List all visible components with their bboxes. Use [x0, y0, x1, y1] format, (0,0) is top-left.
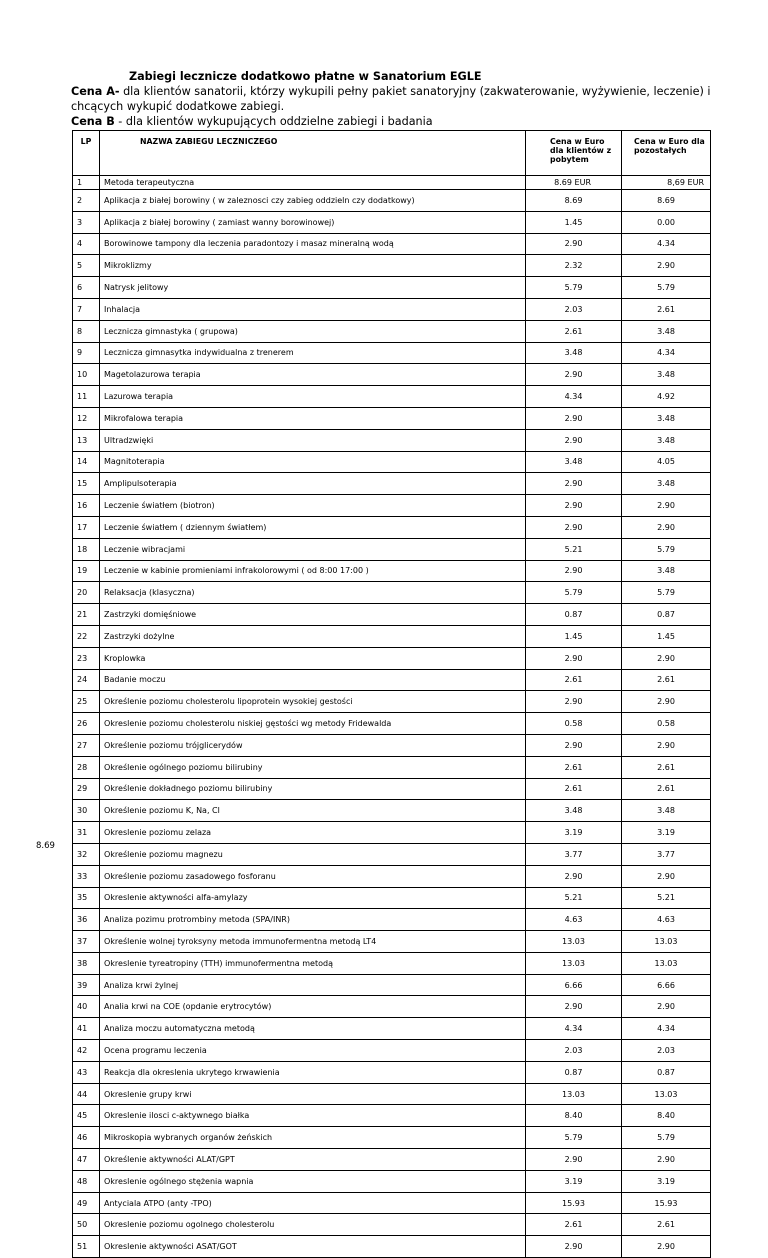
table-row — [73, 756, 711, 778]
row-price-a: 1.45 — [526, 211, 622, 233]
row-price-b: 5.79 — [622, 538, 711, 560]
table-row — [73, 364, 711, 386]
row-price-b: 8,69 EUR — [622, 176, 711, 190]
table-row — [73, 1149, 711, 1171]
row-lp: 31 — [73, 822, 100, 844]
row-price-a: 2.90 — [526, 1149, 622, 1171]
row-name: Ocena programu leczenia — [100, 1040, 526, 1062]
row-name: Zastrzyki domięśniowe — [100, 604, 526, 626]
row-name: Lecznicza gimnasytka indywidualna z trenerem — [100, 342, 526, 364]
row-price-a: 5.79 — [526, 1127, 622, 1149]
row-name: Określenie dokładnego poziomu bilirubiny — [100, 778, 526, 800]
row-name: Określenie poziomu zasadowego fosforanu — [100, 865, 526, 887]
row-lp: 43 — [73, 1061, 100, 1083]
row-price-b: 2.90 — [622, 516, 711, 538]
row-name: Natrysk jelitowy — [100, 277, 526, 299]
row-lp: 13 — [73, 429, 100, 451]
row-lp: 39 — [73, 974, 100, 996]
table-row — [73, 429, 711, 451]
table-row — [73, 974, 711, 996]
row-price-b: 3.48 — [622, 473, 711, 495]
table-row — [73, 1105, 711, 1127]
row-price-b: 3.19 — [622, 822, 711, 844]
row-lp: 6 — [73, 277, 100, 299]
row-lp: 45 — [73, 1105, 100, 1127]
row-lp: 24 — [73, 669, 100, 691]
row-lp: 36 — [73, 909, 100, 931]
row-price-b: 2.61 — [622, 778, 711, 800]
row-price-a: 3.19 — [526, 822, 622, 844]
row-name: Borowinowe tampony dla leczenia paradontozy i masaz mineralną wodą — [100, 233, 526, 255]
row-lp: 29 — [73, 778, 100, 800]
row-name: Magetolazurowa terapia — [100, 364, 526, 386]
row-name: Metoda terapeutyczna — [100, 176, 526, 190]
row-price-b: 2.03 — [622, 1040, 711, 1062]
row-price-b: 3.48 — [622, 429, 711, 451]
price-a-description — [71, 84, 711, 114]
table-row — [73, 931, 711, 953]
table-row — [73, 952, 711, 974]
row-lp: 15 — [73, 473, 100, 495]
row-lp: 32 — [73, 843, 100, 865]
row-name: Określenie poziomu trójglicerydów — [100, 734, 526, 756]
row-price-b: 2.90 — [622, 734, 711, 756]
row-price-a: 2.90 — [526, 516, 622, 538]
col-header-price-a: Cena w Euro dla klientów z pobytem — [526, 131, 622, 176]
row-price-a: 2.90 — [526, 560, 622, 582]
row-lp: 47 — [73, 1149, 100, 1171]
row-price-a: 2.90 — [526, 233, 622, 255]
row-name: Leczenie światłem (biotron) — [100, 495, 526, 517]
price-a-label: Cena A- — [71, 85, 120, 98]
page-title: Zabiegi lecznicze dodatkowo płatne w Sanatorium EGLE — [129, 70, 482, 83]
row-lp: 14 — [73, 451, 100, 473]
row-lp: 37 — [73, 931, 100, 953]
row-lp: 28 — [73, 756, 100, 778]
row-name: Leczenie światłem ( dziennym światłem) — [100, 516, 526, 538]
row-lp: 38 — [73, 952, 100, 974]
row-lp: 46 — [73, 1127, 100, 1149]
table-row — [73, 625, 711, 647]
row-lp: 50 — [73, 1214, 100, 1236]
row-lp: 11 — [73, 386, 100, 408]
row-name: Reakcja dla okreslenia ukrytego krwawienia — [100, 1061, 526, 1083]
row-price-b: 13.03 — [622, 952, 711, 974]
row-lp: 30 — [73, 800, 100, 822]
price-b-text: - dla klientów wykupujących oddzielne zabiegi i badania — [114, 115, 433, 128]
row-price-b: 3.48 — [622, 364, 711, 386]
row-name: Lecznicza gimnastyka ( grupowa) — [100, 320, 526, 342]
table-row — [73, 1018, 711, 1040]
row-name: Amplipulsoterapia — [100, 473, 526, 495]
row-price-b: 5.79 — [622, 1127, 711, 1149]
row-price-a: 2.61 — [526, 756, 622, 778]
row-price-a: 2.03 — [526, 1040, 622, 1062]
row-price-a: 2.90 — [526, 429, 622, 451]
table-row — [73, 1040, 711, 1062]
row-price-a: 2.90 — [526, 865, 622, 887]
row-name: Analiza moczu automatyczna metodą — [100, 1018, 526, 1040]
col-header-lp: LP — [73, 131, 100, 176]
row-price-a: 3.77 — [526, 843, 622, 865]
table-row — [73, 669, 711, 691]
row-price-a: 5.21 — [526, 887, 622, 909]
row-name: Analiza pozimu protrombiny metoda (SPA/INR) — [100, 909, 526, 931]
row-price-a: 13.03 — [526, 931, 622, 953]
row-name: Magnitoterapia — [100, 451, 526, 473]
row-lp: 2 — [73, 190, 100, 212]
row-price-b: 2.90 — [622, 647, 711, 669]
row-price-a: 2.32 — [526, 255, 622, 277]
row-lp: 51 — [73, 1236, 100, 1258]
row-price-b: 8.40 — [622, 1105, 711, 1127]
row-lp: 42 — [73, 1040, 100, 1062]
row-price-a: 4.34 — [526, 386, 622, 408]
row-name: Ultradzwięki — [100, 429, 526, 451]
table-row — [73, 909, 711, 931]
table-row — [73, 1170, 711, 1192]
table-row — [73, 800, 711, 822]
row-price-a: 4.34 — [526, 1018, 622, 1040]
row-name: Zastrzyki dożylne — [100, 625, 526, 647]
row-price-b: 2.90 — [622, 1149, 711, 1171]
row-price-b: 0.58 — [622, 713, 711, 735]
row-lp: 33 — [73, 865, 100, 887]
row-price-b: 2.90 — [622, 865, 711, 887]
row-price-b: 6.66 — [622, 974, 711, 996]
row-price-a: 5.21 — [526, 538, 622, 560]
row-lp: 35 — [73, 887, 100, 909]
row-price-b: 5.79 — [622, 277, 711, 299]
table-row — [73, 778, 711, 800]
row-price-b: 2.61 — [622, 756, 711, 778]
price-b-label: Cena B — [71, 115, 115, 128]
table-row — [73, 887, 711, 909]
table-row — [73, 604, 711, 626]
row-name: Okreslenie ilosci c-aktywnego białka — [100, 1105, 526, 1127]
row-price-b: 2.90 — [622, 255, 711, 277]
row-price-b: 1.45 — [622, 625, 711, 647]
side-note: 8.69 — [36, 841, 55, 851]
row-name: Antyciala ATPO (anty -TPO) — [100, 1192, 526, 1214]
row-price-a: 3.48 — [526, 342, 622, 364]
row-lp: 8 — [73, 320, 100, 342]
row-price-a: 3.48 — [526, 800, 622, 822]
row-price-b: 5.79 — [622, 582, 711, 604]
row-price-a: 5.79 — [526, 277, 622, 299]
row-lp: 7 — [73, 298, 100, 320]
table-row — [73, 1214, 711, 1236]
row-name: Określenie wolnej tyroksyny metoda immunofermentna metodą LT4 — [100, 931, 526, 953]
row-price-b: 3.48 — [622, 800, 711, 822]
row-price-a: 2.90 — [526, 691, 622, 713]
row-price-b: 2.61 — [622, 1214, 711, 1236]
table-row — [73, 320, 711, 342]
row-lp: 17 — [73, 516, 100, 538]
row-price-a: 4.63 — [526, 909, 622, 931]
row-name: Okreslenie aktywności alfa-amylazy — [100, 887, 526, 909]
row-price-b: 4.34 — [622, 1018, 711, 1040]
table-body — [73, 176, 711, 1258]
row-price-b: 0.00 — [622, 211, 711, 233]
table-row — [73, 451, 711, 473]
row-name: Okreslenie tyreatropiny (TTH) immunofermentna metodą — [100, 952, 526, 974]
row-price-a: 2.90 — [526, 364, 622, 386]
row-price-a: 8.69 — [526, 190, 622, 212]
table-row — [73, 713, 711, 735]
row-name: Lazurowa terapia — [100, 386, 526, 408]
table-row — [73, 822, 711, 844]
table-row — [73, 1236, 711, 1258]
row-lp: 26 — [73, 713, 100, 735]
table-row — [73, 1083, 711, 1105]
row-price-a: 13.03 — [526, 1083, 622, 1105]
table-row — [73, 495, 711, 517]
row-price-b: 3.48 — [622, 560, 711, 582]
row-price-a: 13.03 — [526, 952, 622, 974]
table-row — [73, 516, 711, 538]
row-lp: 5 — [73, 255, 100, 277]
row-lp: 40 — [73, 996, 100, 1018]
row-lp: 21 — [73, 604, 100, 626]
row-price-a: 2.90 — [526, 647, 622, 669]
table-row — [73, 865, 711, 887]
row-lp: 23 — [73, 647, 100, 669]
row-price-a: 5.79 — [526, 582, 622, 604]
row-price-a: 2.61 — [526, 669, 622, 691]
row-name: Analiza krwi żylnej — [100, 974, 526, 996]
row-name: Mikrofalowa terapia — [100, 407, 526, 429]
row-price-a: 2.90 — [526, 1236, 622, 1258]
row-lp: 19 — [73, 560, 100, 582]
row-lp: 25 — [73, 691, 100, 713]
row-name: Określenie aktywności ALAT/GPT — [100, 1149, 526, 1171]
row-name: Okreslenie aktywności ASAT/GOT — [100, 1236, 526, 1258]
row-price-a: 6.66 — [526, 974, 622, 996]
row-name: Określenie poziomu magnezu — [100, 843, 526, 865]
row-price-a: 2.90 — [526, 734, 622, 756]
row-price-a: 1.45 — [526, 625, 622, 647]
row-name: Określenie poziomu cholesterolu lipoprotein wysokiej gestości — [100, 691, 526, 713]
row-name: Określenie poziomu K, Na, Cl — [100, 800, 526, 822]
row-price-a: 15.93 — [526, 1192, 622, 1214]
row-price-a: 3.48 — [526, 451, 622, 473]
row-price-b: 4.92 — [622, 386, 711, 408]
row-price-b: 3.48 — [622, 407, 711, 429]
row-price-b: 13.03 — [622, 1083, 711, 1105]
row-price-a: 2.61 — [526, 320, 622, 342]
row-name: Określenie ogólnego poziomu bilirubiny — [100, 756, 526, 778]
row-name: Aplikacja z białej borowiny ( w zaleznosci czy zabieg oddzieln czy dodatkowy) — [100, 190, 526, 212]
row-name: Okreslenie ogólnego stężenia wapnia — [100, 1170, 526, 1192]
row-name: Kroplowka — [100, 647, 526, 669]
table-row — [73, 190, 711, 212]
table-row — [73, 298, 711, 320]
row-name: Okreslenie poziomu zelaza — [100, 822, 526, 844]
row-price-a: 2.90 — [526, 473, 622, 495]
row-lp: 22 — [73, 625, 100, 647]
row-lp: 4 — [73, 233, 100, 255]
row-price-a: 8.69 EUR — [526, 176, 622, 190]
row-name: Leczenie w kabinie promieniami infrakolorowymi ( od 8:00 17:00 ) — [100, 560, 526, 582]
row-name: Inhalacja — [100, 298, 526, 320]
table-row — [73, 176, 711, 190]
row-price-a: 8.40 — [526, 1105, 622, 1127]
row-price-b: 2.90 — [622, 1236, 711, 1258]
table-row — [73, 1127, 711, 1149]
price-a-text: dla klientów sanatorii, którzy wykupili pełny pakiet sanatoryjny (zakwaterowanie, wyżywienie, leczenie) i chcących wykupić dodatkowe zabiegi. — [71, 85, 711, 113]
table-row — [73, 386, 711, 408]
row-price-b: 4.34 — [622, 233, 711, 255]
row-price-a: 2.61 — [526, 1214, 622, 1236]
row-price-b: 5.21 — [622, 887, 711, 909]
row-price-b: 3.48 — [622, 320, 711, 342]
row-price-b: 4.34 — [622, 342, 711, 364]
table-header-row — [73, 131, 711, 176]
row-lp: 27 — [73, 734, 100, 756]
row-name: Okreslenie grupy krwi — [100, 1083, 526, 1105]
row-lp: 48 — [73, 1170, 100, 1192]
row-lp: 1 — [73, 176, 100, 190]
table-row — [73, 342, 711, 364]
row-price-b: 4.05 — [622, 451, 711, 473]
row-lp: 10 — [73, 364, 100, 386]
table-row — [73, 473, 711, 495]
table-row — [73, 255, 711, 277]
row-price-b: 2.61 — [622, 669, 711, 691]
table-row — [73, 211, 711, 233]
table-row — [73, 1061, 711, 1083]
row-price-b: 3.19 — [622, 1170, 711, 1192]
table-row — [73, 843, 711, 865]
row-name: Aplikacja z białej borowiny ( zamiast wanny borowinowej) — [100, 211, 526, 233]
table-row — [73, 233, 711, 255]
row-price-a: 2.90 — [526, 407, 622, 429]
row-price-a: 2.90 — [526, 996, 622, 1018]
table-row — [73, 996, 711, 1018]
table-row — [73, 734, 711, 756]
row-price-b: 3.77 — [622, 843, 711, 865]
row-lp: 3 — [73, 211, 100, 233]
row-lp: 49 — [73, 1192, 100, 1214]
row-name: Analia krwi na COE (opdanie erytrocytów) — [100, 996, 526, 1018]
row-lp: 18 — [73, 538, 100, 560]
row-price-a: 0.87 — [526, 1061, 622, 1083]
row-price-b: 2.90 — [622, 495, 711, 517]
row-price-b: 2.61 — [622, 298, 711, 320]
row-price-a: 3.19 — [526, 1170, 622, 1192]
row-price-a: 0.87 — [526, 604, 622, 626]
row-lp: 20 — [73, 582, 100, 604]
row-lp: 16 — [73, 495, 100, 517]
document-header — [71, 69, 711, 129]
row-lp: 12 — [73, 407, 100, 429]
row-name: Mikroklizmy — [100, 255, 526, 277]
row-lp: 41 — [73, 1018, 100, 1040]
row-price-b: 15.93 — [622, 1192, 711, 1214]
row-price-a: 0.58 — [526, 713, 622, 735]
row-price-b: 4.63 — [622, 909, 711, 931]
row-price-b: 2.90 — [622, 996, 711, 1018]
row-lp: 9 — [73, 342, 100, 364]
col-header-name: NAZWA ZABIEGU LECZNICZEGO — [100, 131, 526, 176]
row-price-b: 0.87 — [622, 1061, 711, 1083]
table-row — [73, 538, 711, 560]
table-row — [73, 691, 711, 713]
row-price-b: 2.90 — [622, 691, 711, 713]
row-name: Okreslenie poziomu cholesterolu niskiej gęstości wg metody Fridewalda — [100, 713, 526, 735]
table-row — [73, 1192, 711, 1214]
row-price-a: 2.61 — [526, 778, 622, 800]
row-name: Okreslenie poziomu ogolnego cholesterolu — [100, 1214, 526, 1236]
table-row — [73, 277, 711, 299]
table-row — [73, 582, 711, 604]
price-b-description — [71, 114, 711, 129]
row-price-a: 2.90 — [526, 495, 622, 517]
table-row — [73, 560, 711, 582]
col-header-price-b: Cena w Euro dla pozostałych — [622, 131, 711, 176]
row-name: Badanie moczu — [100, 669, 526, 691]
table-row — [73, 407, 711, 429]
row-name: Relaksacja (klasyczna) — [100, 582, 526, 604]
row-lp: 44 — [73, 1083, 100, 1105]
row-name: Leczenie wibracjami — [100, 538, 526, 560]
row-name: Mikroskopia wybranych organów żeńskich — [100, 1127, 526, 1149]
table-row — [73, 647, 711, 669]
row-price-b: 8.69 — [622, 190, 711, 212]
row-price-b: 0.87 — [622, 604, 711, 626]
price-table — [72, 130, 711, 1258]
row-price-a: 2.03 — [526, 298, 622, 320]
row-price-b: 13.03 — [622, 931, 711, 953]
